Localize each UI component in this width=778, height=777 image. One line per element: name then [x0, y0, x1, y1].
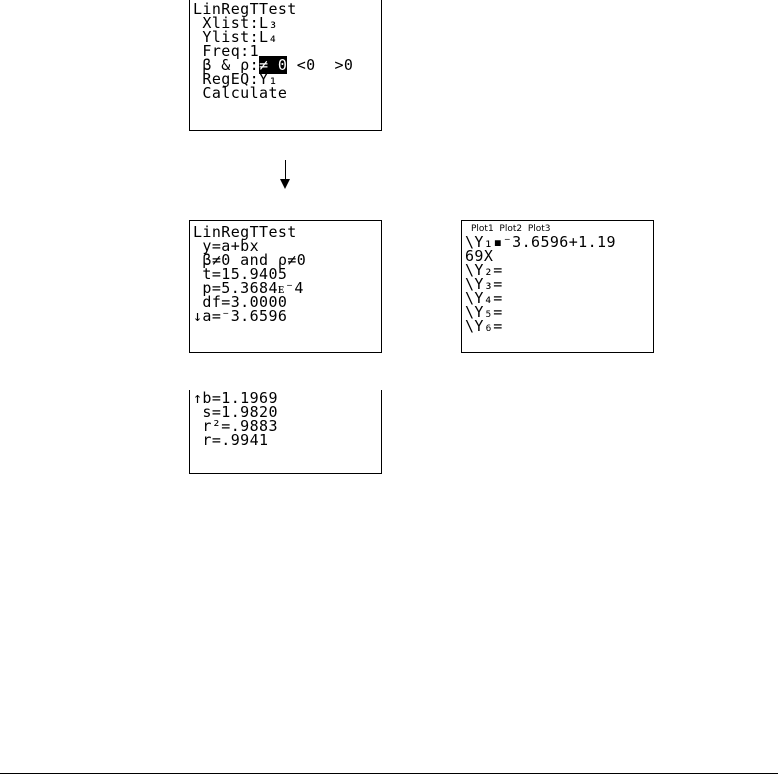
ylist-field[interactable]: Ylist:L₄	[193, 28, 278, 46]
beta-rho-label: β & ρ:	[193, 56, 260, 74]
result-df: df=3.0000	[193, 293, 288, 311]
result-title: LinRegTTest	[193, 223, 297, 241]
y1-entry-continued: 69X	[465, 247, 494, 265]
y6-entry[interactable]: \Y₆=	[465, 317, 503, 335]
result-t: t=15.9405	[193, 265, 288, 283]
y4-entry[interactable]: \Y₄=	[465, 289, 503, 307]
linregttest-results-continued-screen	[189, 390, 382, 474]
down-arrow-shaft	[285, 160, 286, 180]
plot-toggles[interactable]: Plot1 Plot2 Plot3	[471, 224, 551, 234]
result-s: s=1.9820	[193, 403, 278, 421]
y2-entry[interactable]: \Y₂=	[465, 261, 503, 279]
calculate-button[interactable]: Calculate	[193, 84, 288, 102]
result-a: ↓a=⁻3.6596	[193, 307, 288, 325]
result-p: p=5.3684ᴇ⁻4	[193, 279, 304, 297]
screen-title: LinRegTTest	[193, 0, 297, 18]
freq-field[interactable]: Freq:1	[193, 42, 260, 60]
result-equation: y=a+bx	[193, 237, 260, 255]
down-arrow-icon	[280, 179, 290, 189]
result-hypothesis: β≠0 and ρ≠0	[193, 251, 307, 269]
linregttest-results-screen	[189, 220, 382, 353]
result-r: r=.9941	[193, 431, 269, 449]
regeq-field[interactable]: RegEQ:Y₁	[193, 70, 278, 88]
y-editor-screen	[461, 220, 654, 353]
xlist-field[interactable]: Xlist:L₃	[193, 14, 278, 32]
y5-entry[interactable]: \Y₅=	[465, 303, 503, 321]
y1-entry[interactable]: \Y₁▪⁻3.6596+1.19	[465, 233, 616, 251]
option-less-greater[interactable]: <0 >0	[287, 56, 354, 74]
option-not-equal-selected[interactable]: ≠ 0	[259, 56, 288, 74]
linregttest-input-screen	[189, 0, 382, 131]
y3-entry[interactable]: \Y₃=	[465, 275, 503, 293]
result-b: ↑b=1.1969	[193, 389, 278, 407]
result-r-squared: r²=.9883	[193, 417, 278, 435]
page-divider	[0, 773, 778, 774]
